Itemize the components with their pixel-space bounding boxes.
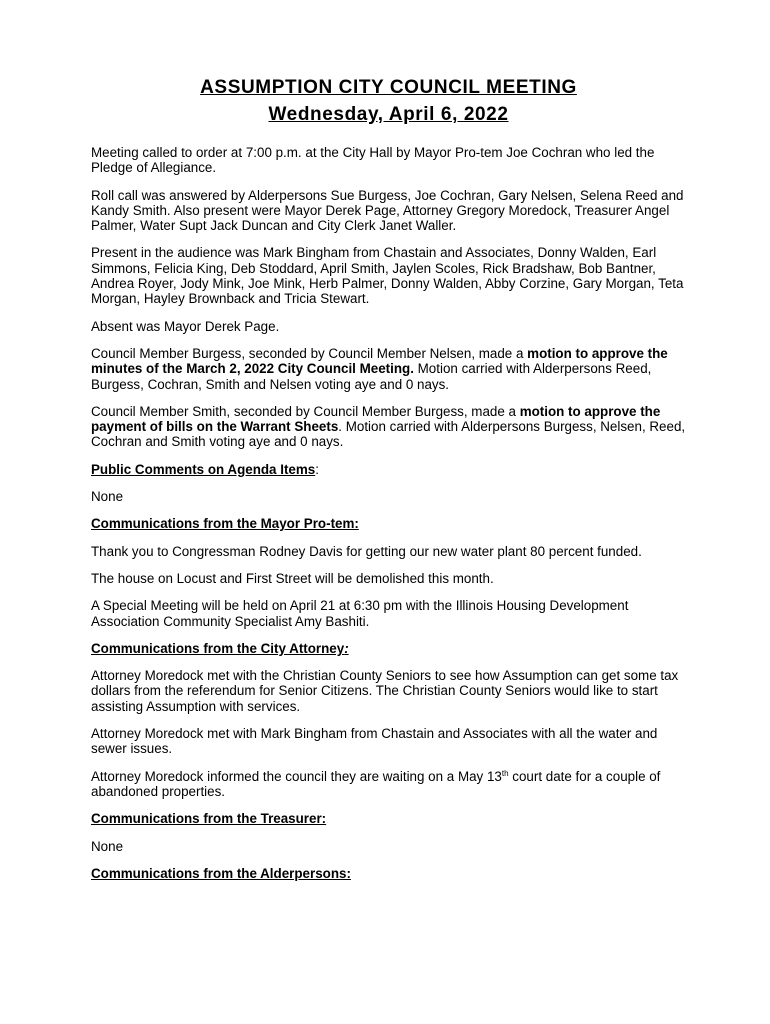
attorney-paragraph-3-end: court date for a couple of abandoned properties. xyxy=(91,768,661,799)
document-page xyxy=(91,76,686,893)
motion-bills-bold: motion to approve the payment of bills on the Warrant Sheets xyxy=(91,403,661,435)
public-comments-heading: Public Comments on Agenda Items xyxy=(91,461,316,477)
title-line-1: ASSUMPTION CITY COUNCIL MEETING xyxy=(200,77,577,98)
motion-minutes-text: Council Member Burgess, seconded by Council Member Nelsen, made a xyxy=(91,345,528,361)
public-comments-heading-line xyxy=(91,462,686,477)
motion-bills-paragraph xyxy=(91,404,686,450)
attorney-paragraph-2: Attorney Moredock met with Mark Bingham from Chastain and Associates with all the water and sewer issues. xyxy=(91,726,658,757)
treasurer-none: None xyxy=(91,838,124,854)
alderpersons-heading: Communications from the Alderpersons: xyxy=(91,865,351,881)
motion-minutes-result: Motion carried with Alderpersons Reed, Burgess, Cochran, Smith and Nelsen voting aye and 0 nays. xyxy=(91,361,652,392)
attorney-heading-colon: : xyxy=(344,640,349,656)
document-title xyxy=(91,76,686,127)
mayor-paragraph-1: Thank you to Congressman Rodney Davis for getting our new water plant 80 percent funded. xyxy=(91,543,642,559)
motion-minutes-paragraph xyxy=(91,346,686,392)
audience-paragraph: Present in the audience was Mark Bingham from Chastain and Associates, Donny Walden, Earl Simmons, Felicia King, Deb Stoddard, April Smith, Jaylen Scoles, Rick Bradshaw, Bob Bantner, Andrea Royer, Jody Mink, Joe Mink, Herb Palmer, Donny Walden, Abby Corzine, Gary Morgan, Teta Morgan, Hayley Brownback and Tricia Stewart. xyxy=(91,245,684,307)
treasurer-heading-line xyxy=(91,811,686,826)
title-line-2: Wednesday, April 6, 2022 xyxy=(268,104,509,125)
public-comments-colon: : xyxy=(315,461,319,477)
ordinal-suffix: th xyxy=(501,768,509,778)
call-to-order-paragraph: Meeting called to order at 7:00 p.m. at the City Hall by Mayor Pro-tem Joe Cochran who led the Pledge of Allegiance. xyxy=(91,145,655,176)
attorney-heading: Communications from the City Attorney xyxy=(91,640,345,656)
mayor-paragraph-3: A Special Meeting will be held on April 21 at 6:30 pm with the Illinois Housing Development Association Community Specialist Amy Bashiti. xyxy=(91,598,629,629)
roll-call-paragraph: Roll call was answered by Alderpersons Sue Burgess, Joe Cochran, Gary Nelsen, Selena Reed and Kandy Smith. Also present were Mayor Derek Page, Attorney Gregory Moredock, Treasurer Angel Palmer, Water Supt Jack Duncan and City Clerk Janet Waller. xyxy=(91,187,684,234)
alderpersons-heading-line xyxy=(91,866,686,881)
motion-bills-result: . Motion carried with Alderpersons Burgess, Nelsen, Reed, Cochran and Smith voting aye and 0 nays. xyxy=(91,419,686,450)
attorney-paragraph-3-text: Attorney Moredock informed the council they are waiting on a May 13 xyxy=(91,768,502,784)
treasurer-heading: Communications from the Treasurer: xyxy=(91,811,327,827)
mayor-heading: Communications from the Mayor Pro-tem: xyxy=(91,516,359,532)
mayor-heading-line xyxy=(91,516,686,531)
attorney-paragraph-3 xyxy=(91,769,686,800)
motion-minutes-bold: motion to approve the minutes of the March 2, 2022 City Council Meeting. xyxy=(91,345,668,377)
motion-bills-text: Council Member Smith, seconded by Council Member Burgess, made a xyxy=(91,403,520,419)
attorney-paragraph-1: Attorney Moredock met with the Christian County Seniors to see how Assumption can get some tax dollars from the referendum for Senior Citizens. The Christian County Seniors would like to start assisting Assumption with services. xyxy=(91,668,679,714)
attorney-heading-line xyxy=(91,641,686,656)
public-comments-none: None xyxy=(91,489,124,505)
absent-paragraph: Absent was Mayor Derek Page. xyxy=(91,318,280,334)
mayor-paragraph-2: The house on Locust and First Street will be demolished this month. xyxy=(91,570,494,586)
